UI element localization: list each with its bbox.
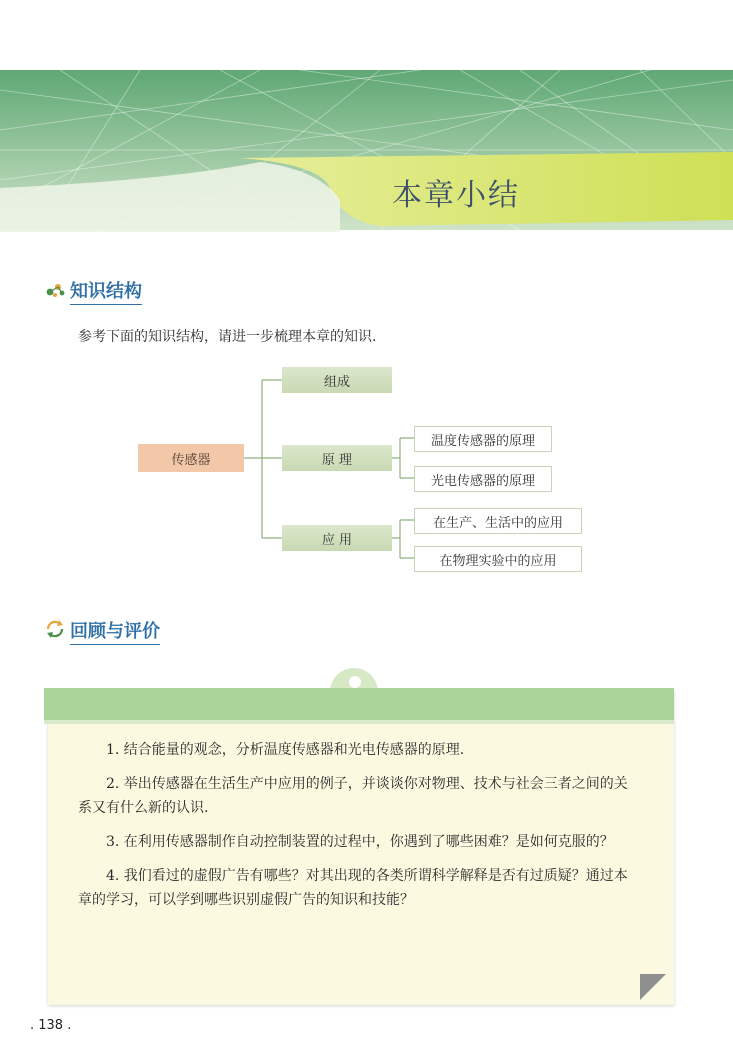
branch-node-application: 应 用 [282,525,392,551]
card-tab-hole [349,676,361,688]
knowledge-section-header [44,276,142,306]
knowledge-diagram [0,360,733,580]
review-item: 2. 举出传感器在生活生产中应用的例子，并谈谈你对物理、技术与社会三者之间的关系又有什么新的认识. [78,776,628,816]
branch-node-composition: 组成 [282,367,392,393]
banner-graphic [0,70,733,240]
molecule-icon [44,279,66,303]
knowledge-heading: 知识结构 [70,277,142,305]
review-section-header [44,616,160,646]
leaf-node-photoelectric-principle: 光电传感器的原理 [414,466,552,492]
branch-node-principle: 原 理 [282,445,392,471]
leaf-node-production-life: 在生产、生活中的应用 [414,508,582,534]
refresh-cycle-icon [44,619,66,643]
leaf-node-temperature-principle: 温度传感器的原理 [414,426,552,452]
review-item: 4. 我们看过的虚假广告有哪些？对其出现的各类所谓科学解释是否有过质疑？通过本章的学习，可以学到哪些识别虚假广告的知识和技能？ [78,868,628,908]
page-curl-corner [640,974,666,1000]
review-item: 1. 结合能量的观念，分析温度传感器和光电传感器的原理. [106,742,465,758]
review-card-header-bar [44,688,674,720]
leaf-node-physics-experiment: 在物理实验中的应用 [414,546,582,572]
review-heading: 回顾与评价 [70,617,160,645]
review-list [78,738,630,922]
review-item: 3. 在利用传感器制作自动控制装置的过程中，你遇到了哪些困难？是如何克服的？ [106,834,614,850]
chapter-title: 本章小结 [392,178,520,213]
chapter-banner [0,70,733,240]
root-node: 传感器 [138,444,244,472]
page-number: . 138 . [30,1018,72,1033]
knowledge-intro: 参考下面的知识结构，请进一步梳理本章的知识. [78,329,377,345]
